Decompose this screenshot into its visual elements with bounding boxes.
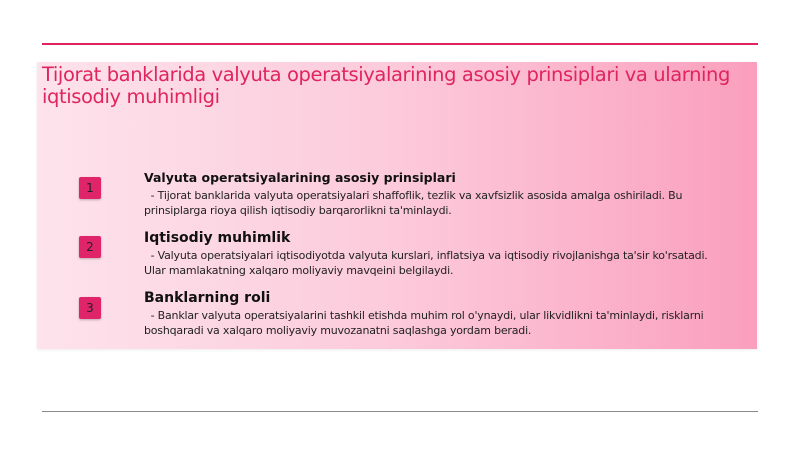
slide-title-line-1: Tijorat banklarida valyuta operatsiyalarining asosiy prinsiplari va ularning xyxy=(42,63,730,86)
item-number-badge-3: 3 xyxy=(79,297,101,319)
item-body-1 xyxy=(144,188,734,218)
bottom-divider xyxy=(42,411,758,412)
item-heading-3: Banklarning roli xyxy=(144,290,271,306)
item-body-1-line-1: - Tijorat banklarida valyuta operatsiyalari shaffoflik, tezlik va xavfsizlik asosida amalga oshiriladi. Bu xyxy=(144,189,683,202)
top-divider xyxy=(42,43,758,45)
item-body-3-line-2: boshqaradi va xalqaro moliyaviy muvozanatni saqlashga yordam beradi. xyxy=(144,324,532,337)
item-body-3-line-1: - Banklar valyuta operatsiyalarini tashkil etishda muhim rol o'ynaydi, ular likvidlikni ta'minlaydi, risklarni xyxy=(144,309,704,322)
item-body-3 xyxy=(144,308,734,338)
item-body-2 xyxy=(144,248,734,278)
item-number-badge-2: 2 xyxy=(79,236,101,258)
item-body-2-line-1: - Valyuta operatsiyalari iqtisodiyotda valyuta kurslari, inflatsiya va iqtisodiy rivojlanishga ta'sir ko'rsatadi. xyxy=(144,249,708,262)
item-body-1-line-2: prinsiplarga rioya qilish iqtisodiy barqarorlikni ta'minlaydi. xyxy=(144,204,452,217)
item-number-badge-1: 1 xyxy=(79,177,101,199)
slide-title-line-2: iqtisodiy muhimligi xyxy=(42,85,220,108)
item-body-2-line-2: Ular mamlakatning xalqaro moliyaviy mavqeini belgilaydi. xyxy=(144,264,454,277)
slide-title xyxy=(42,64,752,108)
item-heading-2: Iqtisodiy muhimlik xyxy=(144,230,291,246)
item-heading-1: Valyuta operatsiyalarining asosiy prinsiplari xyxy=(144,170,456,185)
